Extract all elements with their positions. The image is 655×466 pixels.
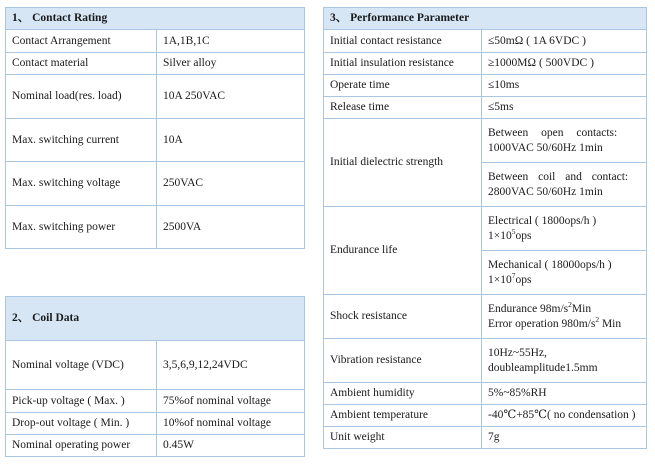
row-value: ≤10ms: [482, 75, 647, 97]
performance-title: 3、 Performance Parameter: [324, 8, 647, 30]
table-row: [6, 341, 305, 390]
row-value: [482, 251, 647, 295]
table-row: [324, 30, 647, 53]
row-label: Contact material: [6, 53, 157, 75]
row-value: [482, 119, 647, 163]
row-label: Vibration resistance: [324, 339, 482, 383]
row-value: 10%of nominal voltage: [157, 413, 305, 435]
row-label: Release time: [324, 97, 482, 119]
contact-rating-table: [5, 7, 305, 249]
table-row: [324, 97, 647, 119]
table-row: [6, 119, 305, 162]
row-value: 7g: [482, 427, 647, 449]
table-row: [324, 119, 647, 163]
row-label: Operate time: [324, 75, 482, 97]
coil-data-table: [5, 296, 305, 457]
row-label: Max. switching power: [6, 206, 157, 249]
row-label: Endurance life: [324, 207, 482, 295]
table-row: [324, 207, 647, 251]
row-label: Contact Arrangement: [6, 30, 157, 53]
row-value: -40℃+85℃( no condensation ): [482, 405, 647, 427]
row-value: 10A 250VAC: [157, 75, 305, 119]
row-label: Initial dielectric strength: [324, 119, 482, 207]
table-row: [6, 435, 305, 457]
row-label: Pick-up voltage ( Max. ): [6, 390, 157, 413]
row-value: 2500VA: [157, 206, 305, 249]
row-value: 250VAC: [157, 162, 305, 206]
vibration-l2: doubleamplitude1.5mm: [488, 361, 598, 374]
performance-table: [323, 7, 647, 449]
table-row: [324, 295, 647, 339]
vibration-l1: 10Hz~55Hz,: [488, 346, 547, 359]
dielectric-coil-l2: 2800VAC 50/60Hz 1min: [488, 185, 603, 198]
row-value: 75%of nominal voltage: [157, 390, 305, 413]
row-label: Nominal voltage (VDC): [6, 341, 157, 390]
row-value: ≤5ms: [482, 97, 647, 119]
performance-panel: [323, 7, 647, 449]
row-label: Max. switching voltage: [6, 162, 157, 206]
table-row: [324, 427, 647, 449]
row-label: Drop-out voltage ( Min. ): [6, 413, 157, 435]
table-row: [6, 413, 305, 435]
row-value: [482, 207, 647, 251]
row-label: Max. switching current: [6, 119, 157, 162]
endurance-electrical-l2: $1\times 10^5ops$: [488, 226, 532, 242]
table-row: [6, 206, 305, 249]
table-row: [324, 383, 647, 405]
row-label: Nominal load(res. load): [6, 75, 157, 119]
row-value: Silver alloy: [157, 53, 305, 75]
row-value: 0.45W: [157, 435, 305, 457]
endurance-mechanical-l2: $1\times 10^7ops$: [488, 270, 532, 286]
row-label: Initial contact resistance: [324, 30, 482, 53]
row-value: [482, 163, 647, 207]
row-label: Unit weight: [324, 427, 482, 449]
endurance-mechanical-l1: Mechanical ( 18000ops/h ): [488, 258, 612, 271]
coil-data-title: 2、 Coil Data: [6, 297, 305, 341]
row-label: Initial insulation resistance: [324, 53, 482, 75]
contact-rating-panel: [5, 7, 305, 249]
row-value: 1A,1B,1C: [157, 30, 305, 53]
row-label: Shock resistance: [324, 295, 482, 339]
contact-rating-title: 1、 Contact Rating: [6, 8, 305, 30]
row-value: ≤50mΩ ( 1A 6VDC ): [482, 30, 647, 53]
table-row: [324, 75, 647, 97]
table-row: [324, 339, 647, 383]
table-row: [6, 75, 305, 119]
endurance-electrical-l1: Electrical ( 1800ops/h ): [488, 214, 597, 227]
row-label: Nominal operating power: [6, 435, 157, 457]
dielectric-open-l2: 1000VAC 50/60Hz 1min: [488, 141, 603, 154]
row-value: [482, 339, 647, 383]
table-row: [6, 162, 305, 206]
dielectric-coil-l1: Between coil and contact:: [488, 170, 629, 183]
row-value: [482, 295, 647, 339]
row-label: Ambient humidity: [324, 383, 482, 405]
table-row: [6, 390, 305, 413]
row-value: 5%~85%RH: [482, 383, 647, 405]
table-row: [6, 53, 305, 75]
row-value: ≥1000MΩ ( 500VDC ): [482, 53, 647, 75]
coil-data-panel: [5, 296, 305, 457]
row-label: Ambient temperature: [324, 405, 482, 427]
row-value: 10A: [157, 119, 305, 162]
row-value: 3,5,6,9,12,24VDC: [157, 341, 305, 390]
table-row: [324, 53, 647, 75]
dielectric-open-l1: Between open contacts:: [488, 126, 618, 139]
table-row: [6, 30, 305, 53]
shock-endurance: Endurance $98m/s^2Min$: [488, 299, 592, 315]
table-row: [324, 405, 647, 427]
shock-error-operation: Error operation $980m/s^2$ Min: [488, 314, 622, 330]
